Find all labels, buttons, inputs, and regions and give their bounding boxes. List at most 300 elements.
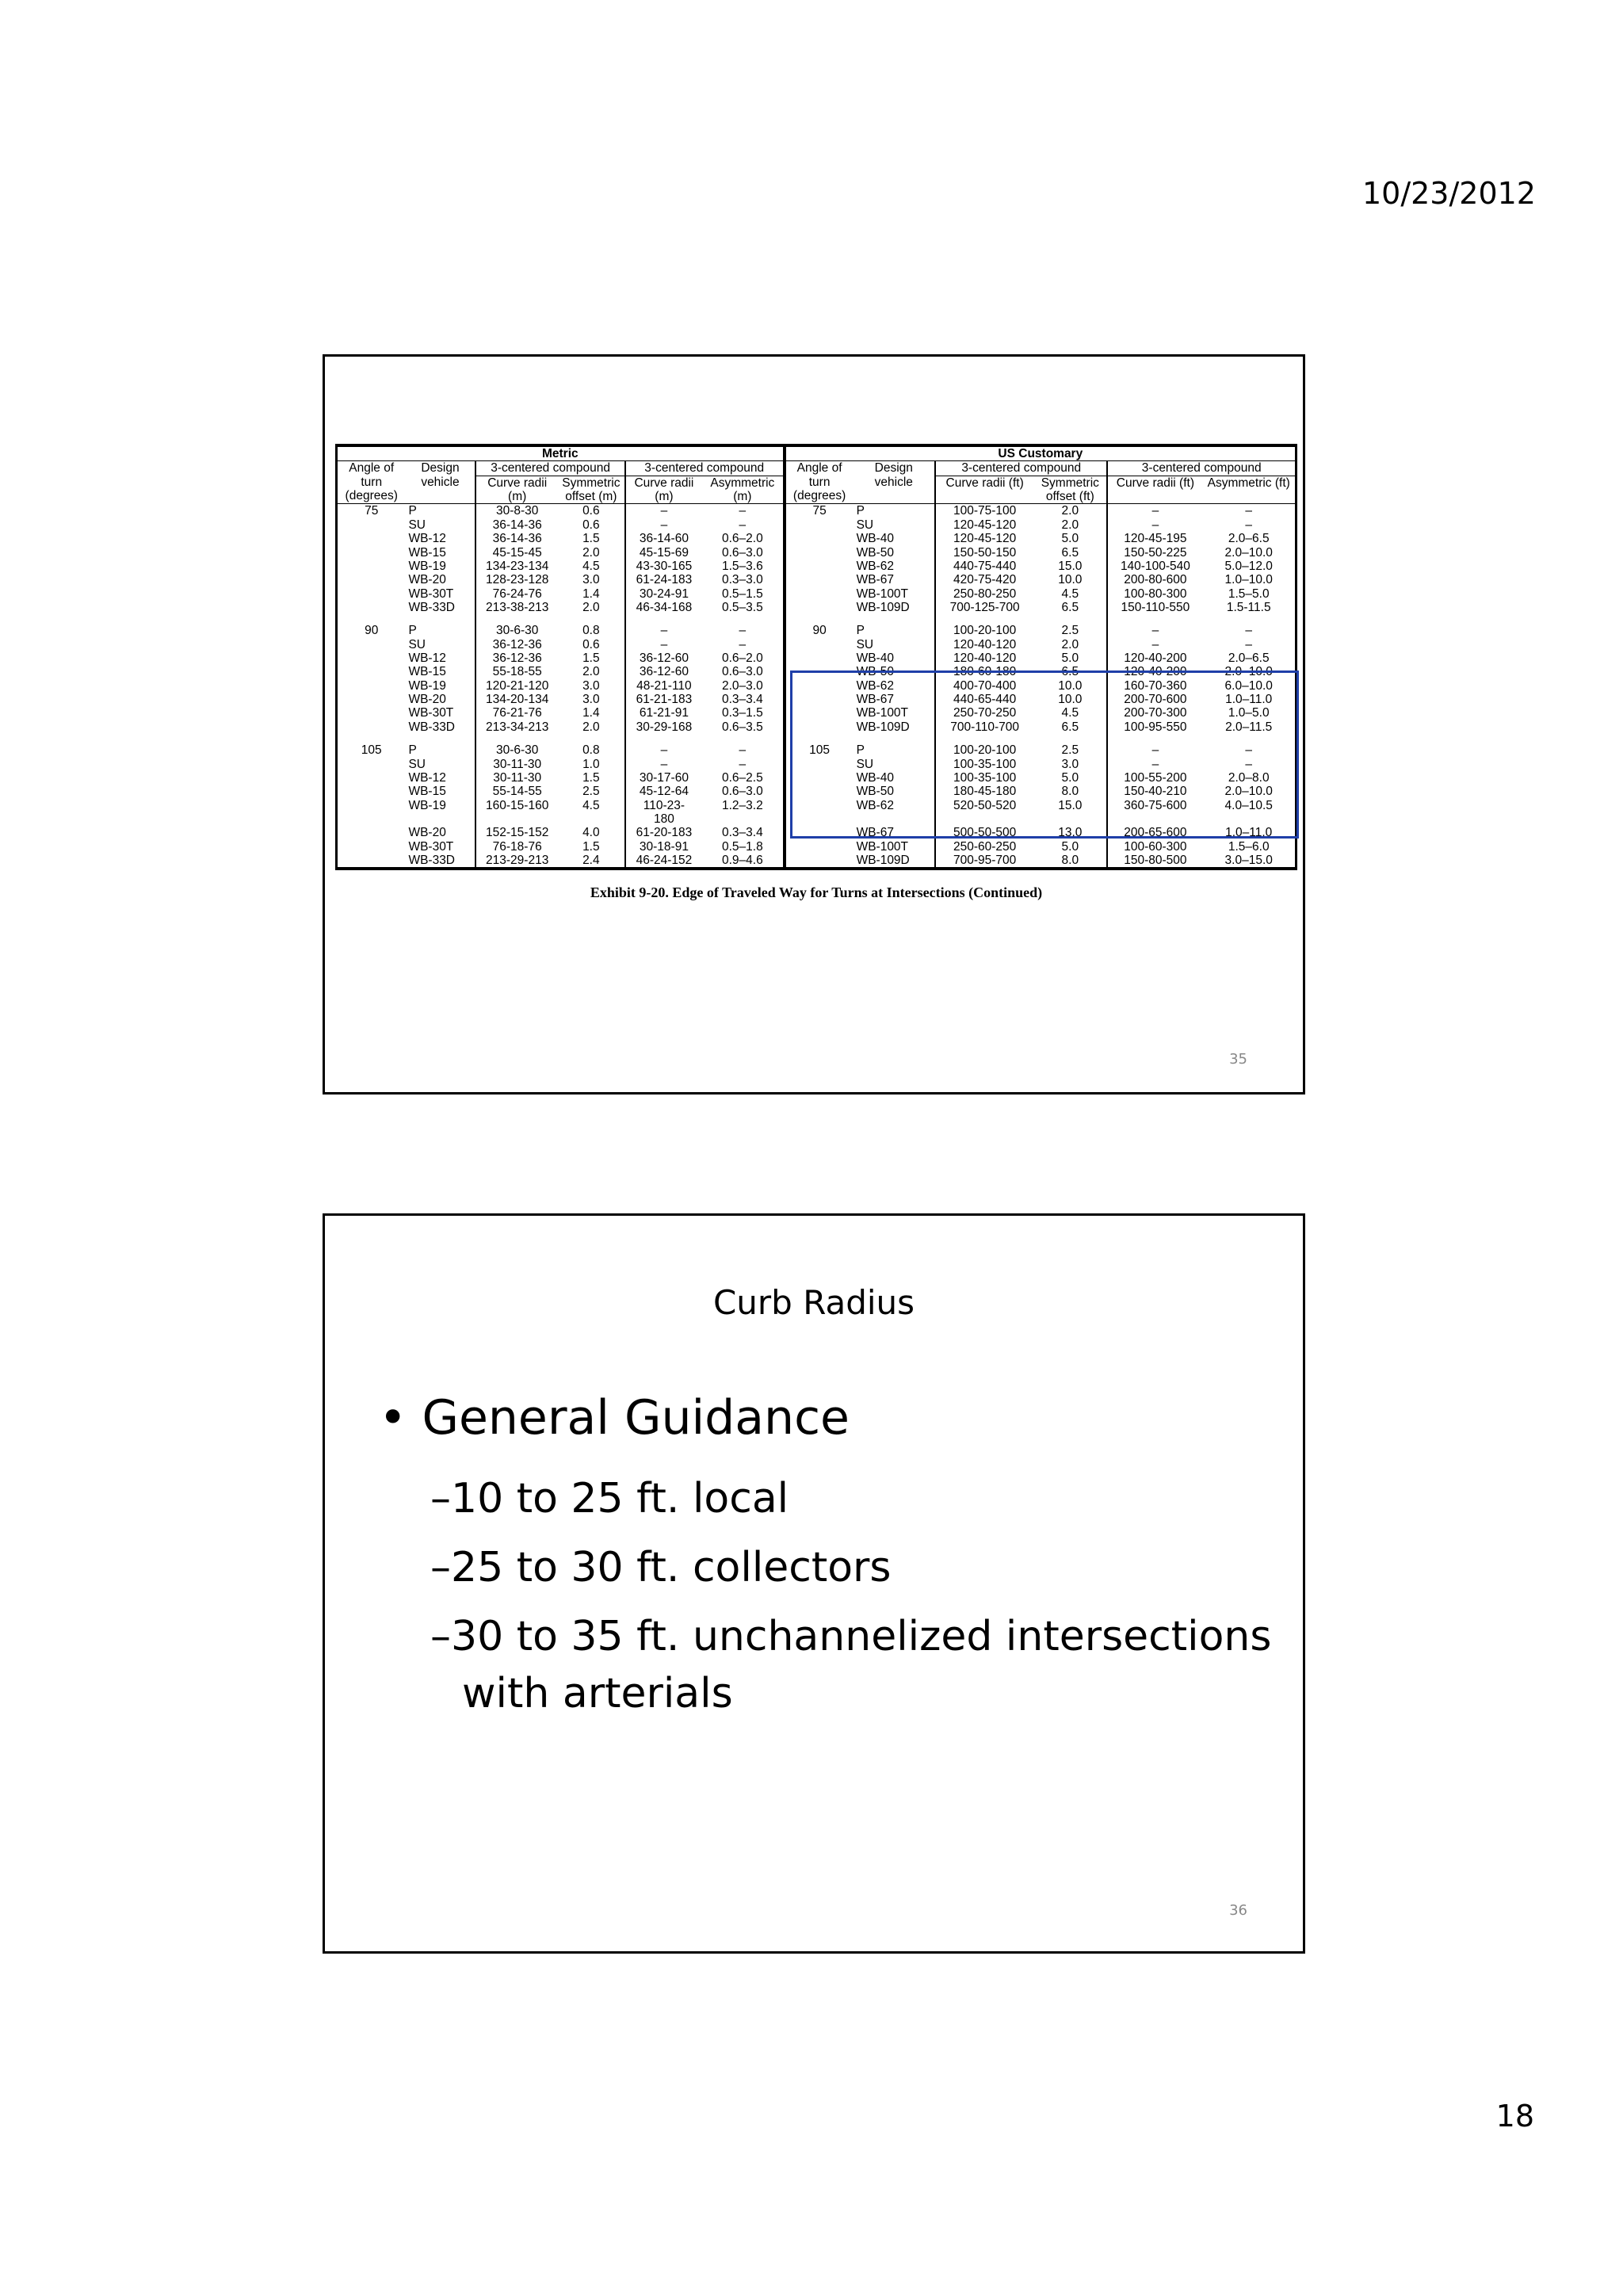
us-vehicle-cell: WB-67	[856, 693, 894, 707]
us-vehicle-cell: WB-67	[856, 573, 894, 587]
us-asym-radii-cell: –	[1107, 518, 1202, 532]
us-asym-radii-cell: 140-100-540	[1107, 560, 1202, 573]
us-sym-radii-header: Curve radii (ft)	[935, 476, 1033, 504]
metric-asym-radii-cell: –	[625, 624, 702, 637]
metric-vehicle-cell: WB-15	[408, 545, 446, 560]
metric-asym-cell: 0.5–1.8	[721, 839, 763, 854]
metric-vehicle-cell: P	[408, 504, 417, 518]
us-asym-radii-cell: 100-55-200	[1107, 771, 1202, 785]
table-row	[337, 546, 1296, 560]
table-row	[337, 573, 1296, 586]
metric-sym-radii-cell: 213-34-213	[475, 720, 557, 743]
slide-number: 35	[1229, 1051, 1247, 1068]
metric-asym-cell: –	[739, 504, 747, 518]
us-angle-cell	[785, 546, 854, 560]
metric-sym-offset-cell: 1.5	[582, 770, 600, 785]
metric-asym-cell: 0.5–3.5	[721, 600, 763, 614]
us-vehicle-header: Design vehicle	[854, 461, 935, 504]
us-sym-radii-cell: 400-70-400	[935, 679, 1033, 693]
metric-compound1-header: 3-centered compound	[475, 461, 624, 476]
metric-vehicle-cell: P	[408, 624, 417, 638]
metric-sym-radii-cell: 55-14-55	[475, 785, 557, 798]
slide-title: Curb Radius	[712, 1283, 915, 1322]
metric-vehicle-cell: WB-15	[408, 785, 446, 799]
us-sym-offset-cell: 5.0	[1061, 651, 1079, 666]
metric-vehicle-cell: SU	[408, 757, 426, 771]
us-vehicle-cell: SU	[856, 637, 874, 651]
metric-vehicle-cell: WB-30T	[408, 586, 454, 601]
us-asym-radii-cell: 150-50-225	[1107, 546, 1202, 560]
us-asym-cell: 2.0–10.0	[1202, 785, 1296, 798]
metric-sym-offset-cell: 0.8	[582, 743, 600, 758]
metric-sym-offset-cell: 3.0	[582, 573, 600, 587]
metric-asym-radii-cell: 46-34-168	[625, 601, 702, 624]
us-asym-radii-cell: 120-40-200	[1107, 665, 1202, 678]
us-angle-cell	[785, 518, 854, 532]
metric-sym-offset-cell: 4.5	[582, 798, 600, 812]
metric-sym-offset-cell: 1.4	[582, 706, 600, 720]
metric-asym-cell: 0.3–3.4	[721, 826, 763, 840]
metric-sym-offset-cell: 1.0	[582, 757, 600, 771]
metric-asym-radii-header: Curve radii (m)	[625, 476, 702, 504]
metric-angle-cell	[337, 532, 406, 545]
metric-asym-cell: 0.6–3.0	[721, 665, 763, 679]
us-asym-radii-cell: 100-80-300	[1107, 587, 1202, 601]
metric-sym-offset-cell: 2.0	[582, 665, 600, 679]
us-angle-cell: 105	[785, 743, 854, 757]
us-asym-radii-cell: 100-60-300	[1107, 840, 1202, 854]
metric-sym-radii-cell: 55-18-55	[475, 665, 557, 678]
us-sym-radii-cell: 440-65-440	[935, 693, 1033, 706]
us-angle-cell	[785, 532, 854, 545]
metric-asym-radii-cell: 30-24-91	[625, 587, 702, 601]
metric-asym-radii-cell: 45-12-64	[625, 785, 702, 798]
metric-sym-radii-cell: 213-29-213	[475, 854, 557, 869]
us-sym-radii-cell: 100-20-100	[935, 624, 1033, 637]
metric-asym-cell: 0.6–3.0	[721, 545, 763, 560]
metric-angle-header: Angle of turn (degrees)	[337, 461, 406, 504]
us-asym-cell: 2.0–8.0	[1202, 771, 1296, 785]
us-sym-offset-cell: 10.0	[1058, 693, 1083, 707]
us-asym-radii-cell: 100-95-550	[1107, 720, 1202, 743]
us-asym-radii-cell: 120-45-195	[1107, 532, 1202, 545]
metric-sym-radii-cell: 76-21-76	[475, 706, 557, 720]
metric-angle-cell	[337, 560, 406, 573]
us-sym-offset-header: Symmetric offset (ft)	[1033, 476, 1107, 504]
metric-asym-radii-cell: 36-12-60	[625, 665, 702, 678]
us-asym-cell: 4.0–10.5	[1202, 799, 1296, 827]
metric-sym-offset-cell: 1.5	[582, 532, 600, 546]
us-vehicle-cell: WB-109D	[856, 720, 910, 734]
us-sym-radii-cell: 700-125-700	[935, 601, 1033, 624]
us-asym-cell: 1.0–5.0	[1202, 706, 1296, 720]
us-compound1-header: 3-centered compound	[935, 461, 1107, 476]
metric-sym-radii-cell: 76-18-76	[475, 840, 557, 854]
us-sym-radii-cell: 250-70-250	[935, 706, 1033, 720]
table-row	[337, 840, 1296, 854]
metric-angle-cell: 75	[337, 504, 406, 518]
table-row	[337, 518, 1296, 532]
metric-angle-cell	[337, 546, 406, 560]
us-asym-radii-cell: 360-75-600	[1107, 799, 1202, 827]
us-sym-offset-cell: 6.5	[1061, 545, 1079, 560]
us-sym-radii-cell: 420-75-420	[935, 573, 1033, 586]
metric-sym-offset-cell: 2.5	[582, 785, 600, 799]
us-vehicle-cell: SU	[856, 757, 874, 771]
metric-asym-cell: 2.0–3.0	[721, 678, 763, 693]
metric-sym-radii-cell: 30-8-30	[475, 504, 557, 518]
us-asym-cell: 1.5–5.0	[1202, 587, 1296, 601]
us-asym-radii-header: Curve radii (ft)	[1107, 476, 1202, 504]
us-asym-cell: 2.0–6.5	[1202, 651, 1296, 665]
us-vehicle-cell: WB-109D	[856, 600, 910, 614]
us-asym-radii-cell: 150-40-210	[1107, 785, 1202, 798]
metric-asym-radii-cell: 45-15-69	[625, 546, 702, 560]
metric-asym-cell: 0.6–3.0	[721, 785, 763, 799]
us-asym-cell: –	[1202, 743, 1296, 757]
metric-angle-cell	[337, 693, 406, 706]
metric-asym-cell: 0.3–1.5	[721, 706, 763, 720]
us-sym-offset-cell: 5.0	[1061, 770, 1079, 785]
us-asym-cell: 1.0–11.0	[1202, 826, 1296, 839]
metric-asym-radii-cell: 36-12-60	[625, 651, 702, 665]
metric-asym-radii-cell: –	[625, 638, 702, 651]
us-asym-cell: 1.0–10.0	[1202, 573, 1296, 586]
us-sym-offset-cell: 2.0	[1061, 518, 1079, 532]
metric-asym-cell: –	[739, 624, 747, 638]
metric-asym-cell: 0.6–3.5	[721, 720, 763, 734]
us-vehicle-cell: SU	[856, 518, 874, 532]
us-asym-cell: 3.0–15.0	[1202, 854, 1296, 869]
metric-sym-offset-cell: 2.4	[558, 854, 625, 869]
metric-sym-radii-cell: 213-38-213	[475, 601, 557, 624]
metric-sym-offset-cell: 2.0	[582, 720, 600, 734]
us-vehicle-cell: WB-50	[856, 785, 894, 799]
sub-item-local: –10 to 25 ft. local	[430, 1475, 789, 1522]
metric-sym-offset-cell: 1.4	[582, 586, 600, 601]
us-group-header: US Customary	[785, 445, 1296, 461]
us-asym-radii-cell: 200-80-600	[1107, 573, 1202, 586]
metric-vehicle-cell: WB-19	[408, 678, 446, 693]
us-sym-radii-cell: 100-75-100	[935, 504, 1033, 518]
metric-sym-radii-cell: 36-14-36	[475, 518, 557, 532]
metric-asym-radii-cell: 61-24-183	[625, 573, 702, 586]
metric-vehicle-cell: WB-20	[408, 693, 446, 707]
metric-sym-offset-cell: 1.5	[582, 839, 600, 854]
us-sym-radii-cell: 120-40-120	[935, 651, 1033, 665]
us-asym-radii-cell: 120-40-200	[1107, 651, 1202, 665]
us-asym-cell: –	[1202, 758, 1296, 771]
metric-sym-offset-cell: 0.8	[582, 624, 600, 638]
us-sym-offset-cell: 2.5	[1061, 743, 1079, 758]
us-asym-radii-cell: 150-80-500	[1107, 854, 1202, 869]
table-row	[337, 601, 1296, 624]
metric-asym-radii-cell: 30-17-60	[625, 771, 702, 785]
us-sym-radii-cell: 180-45-180	[935, 785, 1033, 798]
metric-sym-offset-cell: 1.5	[582, 651, 600, 666]
us-asym-radii-cell: –	[1107, 758, 1202, 771]
us-sym-radii-cell: 120-45-120	[935, 532, 1033, 545]
us-angle-cell	[785, 840, 854, 854]
us-sym-offset-cell: 2.5	[1061, 624, 1079, 638]
metric-sym-radii-cell: 128-23-128	[475, 573, 557, 586]
us-asym-radii-cell: –	[1107, 638, 1202, 651]
table-row	[337, 638, 1296, 651]
metric-sym-radii-cell: 134-20-134	[475, 693, 557, 706]
metric-vehicle-cell: WB-33D	[408, 600, 456, 614]
metric-group-header: Metric	[337, 445, 785, 461]
us-sym-offset-cell: 2.0	[1061, 504, 1079, 518]
metric-angle-cell	[337, 854, 406, 869]
metric-sym-radii-cell: 76-24-76	[475, 587, 557, 601]
sub-item-unchannelized: –30 to 35 ft. unchannelized intersections	[430, 1613, 1272, 1660]
page-number: 18	[1495, 2099, 1534, 2134]
us-asym-cell: 2.0–6.5	[1202, 532, 1296, 545]
us-sym-radii-cell: 150-50-150	[935, 546, 1033, 560]
us-asym-cell: 1.5-11.5	[1202, 601, 1296, 624]
us-sym-offset-cell: 6.5	[1061, 600, 1079, 614]
metric-asym-radii-cell: –	[625, 504, 702, 518]
us-vehicle-cell: WB-40	[856, 532, 894, 546]
us-asym-radii-cell: –	[1107, 504, 1202, 518]
sub-item-unchannelized-cont: with arterials	[462, 1670, 733, 1717]
us-sym-radii-cell: 700-110-700	[935, 720, 1033, 743]
us-sym-offset-cell: 6.5	[1061, 720, 1079, 734]
us-angle-cell: 75	[785, 504, 854, 518]
metric-vehicle-header: Design vehicle	[405, 461, 475, 504]
metric-angle-cell	[337, 840, 406, 854]
us-angle-cell	[785, 638, 854, 651]
us-vehicle-cell: P	[856, 504, 865, 518]
bullet-general-guidance: • General Guidance	[379, 1390, 850, 1446]
us-sym-offset-cell: 10.0	[1058, 678, 1083, 693]
us-sym-radii-cell: 250-60-250	[935, 840, 1033, 854]
metric-angle-cell	[337, 587, 406, 601]
us-vehicle-cell: WB-67	[856, 826, 894, 840]
slide-36	[323, 1213, 1305, 1954]
metric-angle-cell	[337, 679, 406, 693]
us-sym-offset-cell: 15.0	[1058, 559, 1083, 573]
metric-vehicle-cell: SU	[408, 518, 426, 532]
us-asym-cell: –	[1202, 638, 1296, 651]
metric-asym-cell: 0.6–2.0	[721, 651, 763, 666]
metric-vehicle-cell: P	[408, 743, 417, 758]
metric-angle-cell	[337, 638, 406, 651]
us-sym-offset-cell: 8.0	[1033, 854, 1107, 869]
us-sym-radii-cell: 700-95-700	[935, 854, 1033, 869]
metric-asym-cell: 0.3–3.4	[721, 693, 763, 707]
us-asym-radii-cell: 200-65-600	[1107, 826, 1202, 839]
metric-sym-offset-cell: 2.0	[582, 600, 600, 614]
us-asym-cell: –	[1202, 504, 1296, 518]
metric-vehicle-cell: WB-20	[408, 826, 446, 840]
us-sym-offset-cell: 15.0	[1058, 798, 1083, 812]
metric-angle-cell	[337, 665, 406, 678]
us-vehicle-cell: WB-62	[856, 798, 894, 812]
metric-vehicle-cell: SU	[408, 637, 426, 651]
metric-vehicle-cell: WB-30T	[408, 706, 454, 720]
us-sym-offset-cell: 3.0	[1061, 757, 1079, 771]
metric-asym-header: Asymmetric (m)	[702, 476, 785, 504]
us-vehicle-cell: WB-100T	[856, 839, 909, 854]
metric-asym-radii-cell: 46-24-152	[625, 854, 702, 869]
metric-sym-radii-cell: 160-15-160	[475, 799, 557, 827]
metric-asym-radii-cell: 48-21-110	[625, 679, 702, 693]
slide-number: 36	[1229, 1902, 1247, 1919]
metric-asym-radii-cell: 43-30-165	[625, 560, 702, 573]
metric-sym-radii-cell: 36-14-36	[475, 532, 557, 545]
us-asym-radii-cell: 200-70-300	[1107, 706, 1202, 720]
table-row	[337, 854, 1296, 869]
table-row	[337, 624, 1296, 637]
metric-sym-offset-cell: 3.0	[582, 678, 600, 693]
us-angle-cell	[785, 601, 854, 624]
metric-asym-cell: 0.6–2.0	[721, 532, 763, 546]
us-asym-radii-cell: –	[1107, 743, 1202, 757]
sub-item-collectors: –25 to 30 ft. collectors	[430, 1544, 892, 1591]
us-asym-cell: 2.0–10.0	[1202, 546, 1296, 560]
metric-sym-offset-cell: 0.6	[582, 637, 600, 651]
us-sym-radii-cell: 120-45-120	[935, 518, 1033, 532]
us-angle-header: Angle of turn (degrees)	[785, 461, 854, 504]
us-asym-radii-cell: 160-70-360	[1107, 679, 1202, 693]
us-vehicle-cell: WB-100T	[856, 706, 909, 720]
us-asym-cell: 6.0–10.0	[1202, 679, 1296, 693]
us-sym-radii-cell: 120-40-120	[935, 638, 1033, 651]
table-row	[337, 560, 1296, 573]
metric-sym-radii-cell: 30-11-30	[475, 758, 557, 771]
us-asym-cell: 1.5–6.0	[1202, 840, 1296, 854]
metric-angle-cell	[337, 720, 406, 743]
us-asym-cell: 5.0–12.0	[1202, 560, 1296, 573]
metric-sym-radii-cell: 45-15-45	[475, 546, 557, 560]
metric-vehicle-cell: WB-12	[408, 770, 446, 785]
metric-sym-radii-cell: 152-15-152	[475, 826, 557, 839]
us-sym-offset-cell: 5.0	[1061, 839, 1079, 854]
metric-vehicle-cell: WB-20	[408, 573, 446, 587]
metric-sym-offset-cell: 0.6	[582, 518, 600, 532]
us-asym-cell: –	[1202, 624, 1296, 637]
metric-sym-radii-cell: 30-6-30	[475, 743, 557, 757]
metric-asym-radii-cell: –	[625, 518, 702, 532]
metric-vehicle-cell: WB-12	[408, 532, 446, 546]
metric-sym-offset-cell: 4.0	[582, 826, 600, 840]
metric-angle-cell	[337, 601, 406, 624]
metric-asym-cell: 0.5–1.5	[721, 586, 763, 601]
us-sym-offset-cell: 5.0	[1061, 532, 1079, 546]
metric-asym-cell: –	[739, 743, 747, 758]
us-sym-offset-cell: 10.0	[1058, 573, 1083, 587]
us-vehicle-cell: WB-40	[856, 651, 894, 666]
metric-vehicle-cell: WB-19	[408, 559, 446, 573]
us-sym-offset-cell: 4.5	[1061, 586, 1079, 601]
us-asym-radii-cell: –	[1107, 624, 1202, 637]
metric-asym-radii-cell: 36-14-60	[625, 532, 702, 545]
metric-vehicle-cell: WB-19	[408, 798, 446, 812]
metric-asym-cell: 0.9–4.6	[702, 854, 785, 869]
metric-asym-radii-cell: –	[625, 743, 702, 757]
us-sym-radii-cell: 180-60-180	[935, 665, 1033, 678]
us-asym-cell: –	[1202, 518, 1296, 532]
us-sym-radii-cell: 250-80-250	[935, 587, 1033, 601]
metric-vehicle-cell: WB-15	[408, 665, 446, 679]
us-sym-radii-cell: 500-50-500	[935, 826, 1033, 839]
metric-angle-cell	[337, 573, 406, 586]
metric-asym-radii-cell: 61-21-91	[625, 706, 702, 720]
metric-asym-radii-cell: 61-21-183	[625, 693, 702, 706]
metric-angle-cell	[337, 799, 406, 827]
us-vehicle-cell: WB-50	[856, 545, 894, 560]
metric-angle-cell	[337, 651, 406, 665]
table-row	[337, 651, 1296, 665]
metric-angle-cell	[337, 758, 406, 771]
us-sym-offset-cell: 6.5	[1061, 665, 1079, 679]
us-vehicle-cell: WB-62	[856, 559, 894, 573]
metric-sym-offset-cell: 3.0	[582, 693, 600, 707]
metric-angle-cell	[337, 826, 406, 839]
table-row	[337, 532, 1296, 545]
us-asym-radii-cell: 150-110-550	[1107, 601, 1202, 624]
us-angle-cell: 90	[785, 624, 854, 637]
metric-vehicle-cell: WB-12	[408, 651, 446, 666]
metric-sym-radii-cell: 134-23-134	[475, 560, 557, 573]
us-sym-radii-cell: 100-35-100	[935, 758, 1033, 771]
metric-angle-cell	[337, 771, 406, 785]
us-vehicle-cell: WB-109D	[854, 854, 935, 869]
metric-vehicle-cell: WB-33D	[408, 720, 456, 734]
metric-angle-cell	[337, 706, 406, 720]
metric-asym-radii-cell: –	[625, 758, 702, 771]
metric-asym-cell: –	[739, 757, 747, 771]
us-angle-cell	[785, 651, 854, 665]
us-asym-cell: 2.0–11.5	[1202, 720, 1296, 743]
us-angle-cell	[785, 573, 854, 586]
metric-sym-offset-cell: 0.6	[582, 504, 600, 518]
metric-sym-offset-cell: 4.5	[582, 559, 600, 573]
us-compound2-header: 3-centered compound	[1107, 461, 1296, 476]
us-sym-offset-cell: 2.0	[1061, 637, 1079, 651]
metric-compound2-header: 3-centered compound	[625, 461, 785, 476]
metric-angle-cell: 90	[337, 624, 406, 637]
exhibit-caption: Exhibit 9-20. Edge of Traveled Way for Turns at Intersections (Continued)	[590, 884, 1043, 901]
metric-angle-cell	[337, 518, 406, 532]
metric-asym-radii-cell: 30-18-91	[625, 840, 702, 854]
slide-35	[323, 354, 1305, 1095]
us-asym-radii-cell: 200-70-600	[1107, 693, 1202, 706]
metric-asym-cell: –	[739, 637, 747, 651]
us-asym-cell: 1.0–11.0	[1202, 693, 1296, 706]
table-row	[337, 504, 1296, 518]
us-vehicle-cell: WB-50	[856, 665, 894, 679]
metric-angle-cell	[337, 785, 406, 798]
metric-angle-cell: 105	[337, 743, 406, 757]
us-asym-header: Asymmetric (ft)	[1202, 476, 1296, 504]
us-sym-radii-cell: 440-75-440	[935, 560, 1033, 573]
metric-asym-radii-cell: 61-20-183	[625, 826, 702, 839]
metric-sym-radii-cell: 36-12-36	[475, 651, 557, 665]
metric-sym-offset-header: Symmetric offset (m)	[558, 476, 625, 504]
metric-sym-offset-cell: 2.0	[582, 545, 600, 560]
metric-sym-radii-cell: 30-6-30	[475, 624, 557, 637]
metric-sym-radii-cell: 36-12-36	[475, 638, 557, 651]
header-date: 10/23/2012	[1361, 176, 1536, 211]
us-vehicle-cell: WB-100T	[856, 586, 909, 601]
metric-asym-cell: 1.2–3.2	[721, 798, 763, 812]
metric-vehicle-cell: WB-30T	[408, 839, 454, 854]
metric-asym-cell: 0.6–2.5	[721, 770, 763, 785]
us-vehicle-cell: WB-62	[856, 678, 894, 693]
metric-sym-radii-cell: 30-11-30	[475, 771, 557, 785]
